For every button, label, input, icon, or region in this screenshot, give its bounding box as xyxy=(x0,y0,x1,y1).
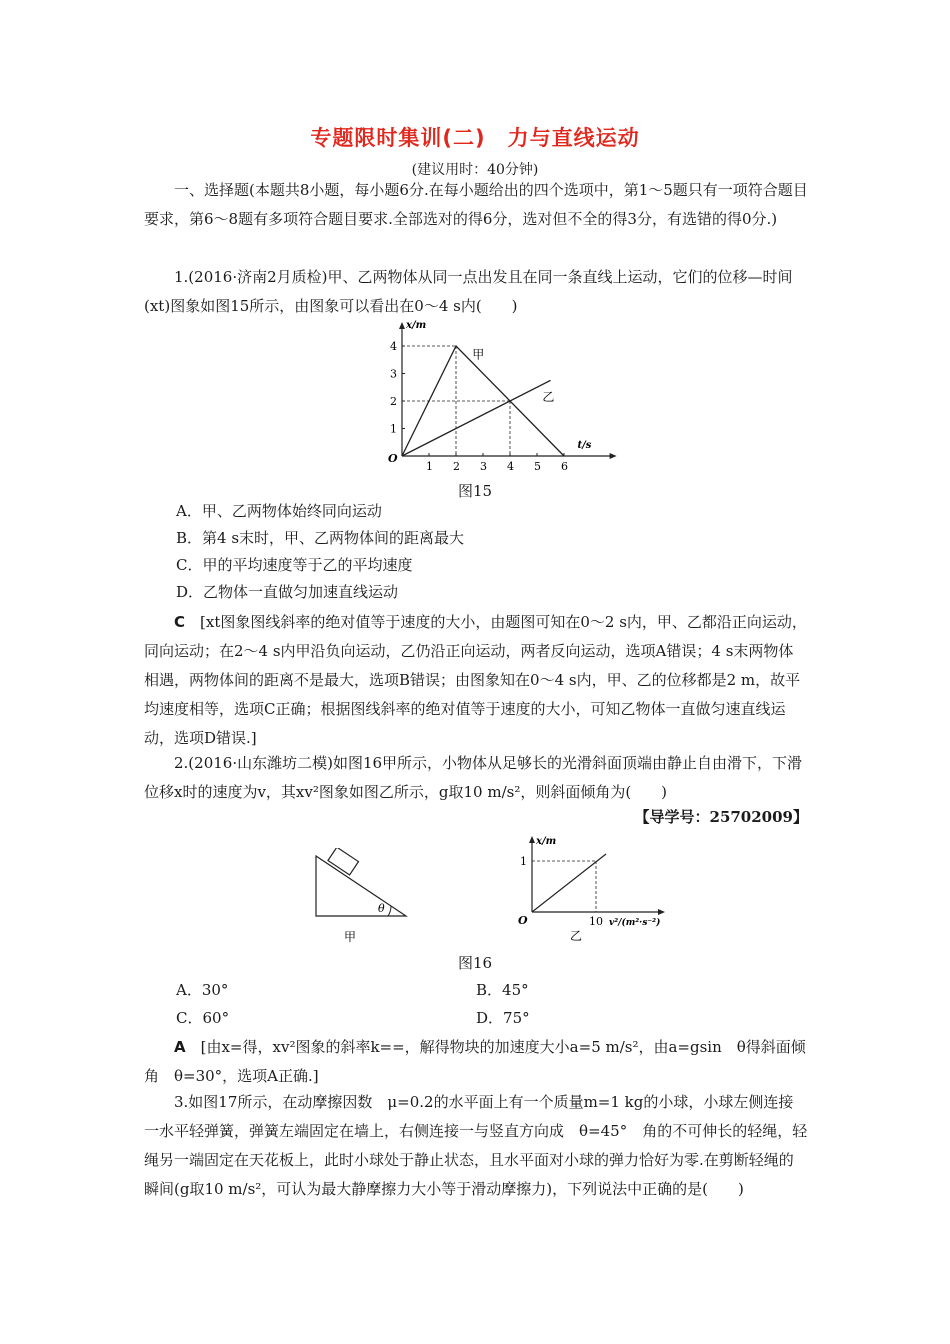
fig16-ytick: 1 xyxy=(520,855,527,868)
fig16-xlabel: v²/(m²·s⁻²) xyxy=(609,918,661,928)
q2-option-a: A．30° xyxy=(176,981,229,999)
figure-15-caption: 图15 xyxy=(457,482,493,500)
suggested-time: (建议用时：40分钟) xyxy=(411,162,539,178)
x-axis-arrow xyxy=(610,453,617,459)
q1-option-a: A．甲、乙两物体始终同向运动 xyxy=(176,502,382,520)
x-tick-label: 4 xyxy=(507,460,514,473)
q2-option-c: C．60° xyxy=(176,1009,230,1027)
figure-16-left-label: 甲 xyxy=(344,930,357,944)
fig16-origin: O xyxy=(518,914,528,927)
figure-15-chart xyxy=(372,316,632,476)
y-tick-label: 3 xyxy=(390,367,397,381)
x-tick-label: 2 xyxy=(453,460,460,473)
fig16-ylabel: x/m xyxy=(536,836,557,847)
y-tick-label: 1 xyxy=(390,422,397,436)
figure-16-right-label: 乙 xyxy=(570,929,583,942)
series-jia-label: 甲 xyxy=(472,347,485,362)
x-axis-label: t/s xyxy=(577,440,592,451)
section-intro: 一、选择题(本题共8小题，每小题6分.在每小题给出的四个选项中，第1～5题只有一项符合题目要求，第6～8题有多项符合题目要求.全部选对的得6分，选对但不全的得3分，有选错的得0分.) xyxy=(144,181,808,228)
q1-answer-letter: C xyxy=(174,613,186,631)
q2-stem: 2.(2016·山东潍坊二模)如图16甲所示，小物体从足够长的光滑斜面顶端由静止自由滑下，下滑位移x时的速度为v，其xv²图象如图乙所示，g取10 m/s²，则斜面倾角为( ) xyxy=(144,754,803,801)
q2-answer-text: [由x=得，xv²图象的斜率k==，解得物块的加速度大小a=5 m/s²，由a=gsin θ得斜面倾角 θ=30°，选项A正确.] xyxy=(144,1038,806,1085)
q1-option-b: B．第4 s末时，甲、乙两物体间的距离最大 xyxy=(176,529,465,547)
figure-16-caption: 图16 xyxy=(457,954,493,972)
q2-option-d: D．75° xyxy=(476,1009,530,1027)
q1-option-d: D．乙物体一直做匀加速直线运动 xyxy=(176,583,399,601)
q2-answer-letter: A xyxy=(174,1038,186,1056)
y-tick-label: 2 xyxy=(390,395,397,408)
x-tick-label: 5 xyxy=(534,460,541,473)
q1-stem: 1.(2016·济南2月质检)甲、乙两物体从同一点出发且在同一条直线上运动，它们的位移—时间(xt)图象如图15所示，由图象可以看出在0～4 s内( ) xyxy=(144,268,793,315)
q2-option-b: B．45° xyxy=(476,981,529,999)
series-yi-label: 乙 xyxy=(542,390,555,404)
x-tick-label: 3 xyxy=(480,460,487,473)
figure-16-incline xyxy=(306,848,416,948)
x-tick-label: 6 xyxy=(561,460,568,473)
q1-option-c: C．甲的平均速度等于乙的平均速度 xyxy=(176,556,413,574)
q2-answer xyxy=(144,1033,808,1091)
series-yi-line xyxy=(402,380,551,456)
y-tick-label: 4 xyxy=(390,340,397,353)
page-title: 专题限时集训(二) 力与直线运动 xyxy=(310,126,640,150)
figure-16-xv2-chart xyxy=(512,832,672,942)
q1-answer xyxy=(144,608,808,753)
q3-stem: 3.如图17所示，在动摩擦因数 μ=0.2的水平面上有一个质量m=1 kg的小球，小球左侧连接一水平轻弹簧，弹簧左端固定在墙上，右侧连接一与竖直方向成 θ=45° 角的不可伸长的轻绳，轻绳另一端固定在天花板上，此时小球处于静止状态，且水平面对小球的弹力恰好为零.在剪断轻绳的瞬间(g取10 m/s²，可认为最大静摩擦力大小等于滑动摩擦力)，下列说法中正确的是( ) xyxy=(144,1093,808,1198)
y-axis-arrow xyxy=(399,322,405,329)
origin-label: O xyxy=(388,452,398,465)
fig16-xtick: 10 xyxy=(589,915,603,928)
xv2-line xyxy=(532,854,606,912)
x-tick-label: 1 xyxy=(426,460,433,473)
y-axis-label: x/m xyxy=(406,320,427,331)
q1-answer-text: [xt图象图线斜率的绝对值等于速度的大小，由题图可知在0～2 s内，甲、乙都沿正向运动，同向运动；在2～4 s内甲沿负向运动，乙仍沿正向运动，两者反向运动，选项A错误；4 s末两物体相遇，两物体间的距离不是最大，选项B错误；由图象知在0～4 s内，甲、乙的位移都是2 m，故平均速度相等，选项C正确；根据图线斜率的绝对值等于速度的大小，可知乙物体一直做匀速直线运动，选项D错误.] xyxy=(144,613,807,747)
guide-number: 【导学号：25702009】 xyxy=(634,808,808,826)
incline-angle-label: θ xyxy=(378,902,385,915)
